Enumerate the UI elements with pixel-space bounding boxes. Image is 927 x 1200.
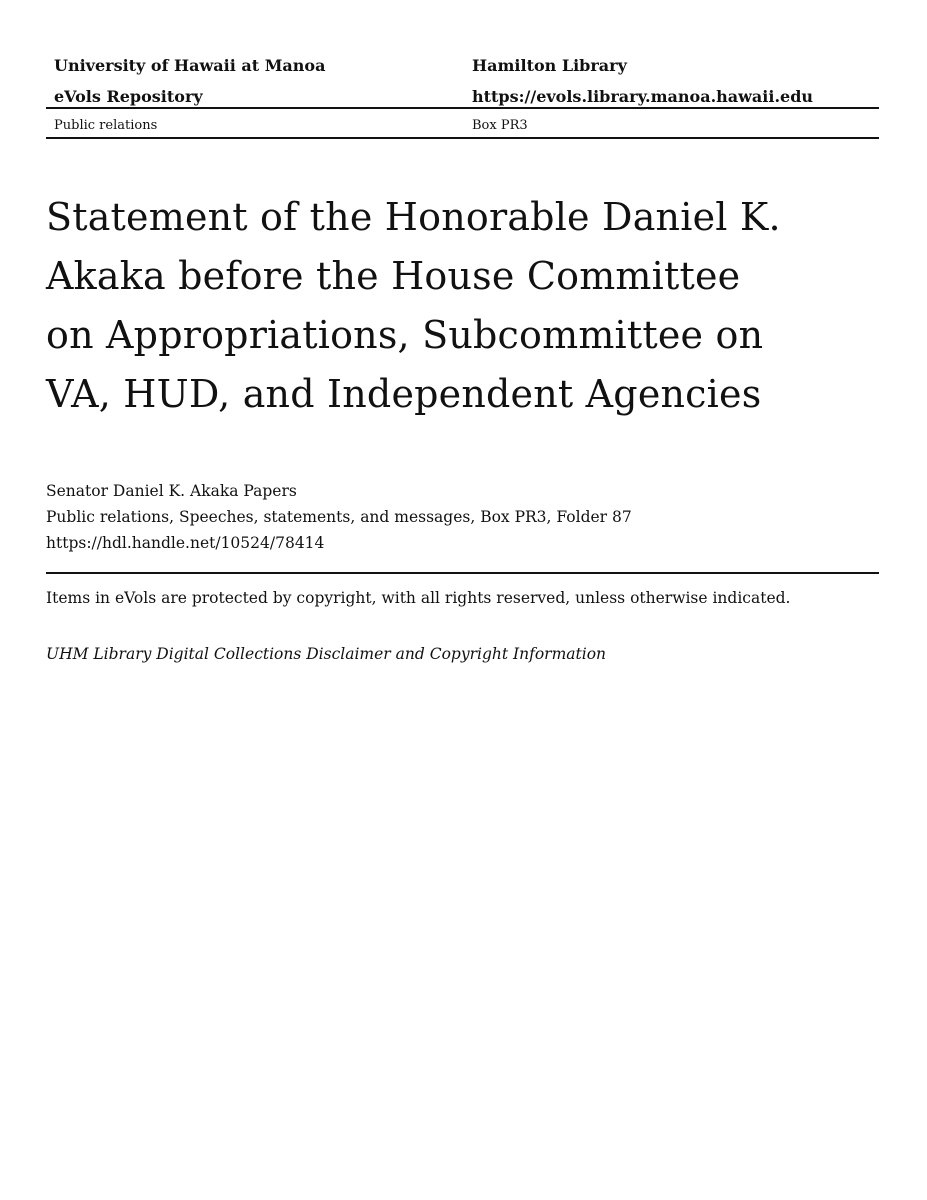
box-label: Box PR3 xyxy=(472,118,528,133)
repository-name: eVols Repository xyxy=(54,87,203,106)
disclaimer-link[interactable]: UHM Library Digital Collections Disclaimer and Copyright Information xyxy=(46,645,607,663)
handle-link[interactable]: https://hdl.handle.net/10524/78414 xyxy=(46,534,325,552)
library-name: Hamilton Library xyxy=(472,56,627,75)
collection-name: Senator Daniel K. Akaka Papers xyxy=(46,482,297,500)
metadata-divider xyxy=(46,572,879,574)
copyright-notice: Items in eVols are protected by copyright, with all rights reserved, unless otherwise indicated. xyxy=(46,589,791,607)
institution-name: University of Hawaii at Manoa xyxy=(54,56,326,75)
folder-location: Public relations, Speeches, statements, and messages, Box PR3, Folder 87 xyxy=(46,508,632,526)
header-row-1 xyxy=(46,52,879,83)
header-divider-top xyxy=(46,107,879,109)
collection-series: Public relations xyxy=(54,118,158,133)
header-row-2 xyxy=(46,83,879,114)
header-subrow xyxy=(46,115,879,137)
repository-url[interactable]: https://evols.library.manoa.hawaii.edu xyxy=(472,87,814,106)
cover-header xyxy=(46,52,879,133)
document-title: Statement of the Honorable Daniel K. Akaka before the House Committee on Appropriations, Subcommittee on VA, HUD, and Independent Agencies xyxy=(46,195,781,416)
header-divider-bottom xyxy=(46,137,879,139)
document-metadata xyxy=(46,478,879,556)
